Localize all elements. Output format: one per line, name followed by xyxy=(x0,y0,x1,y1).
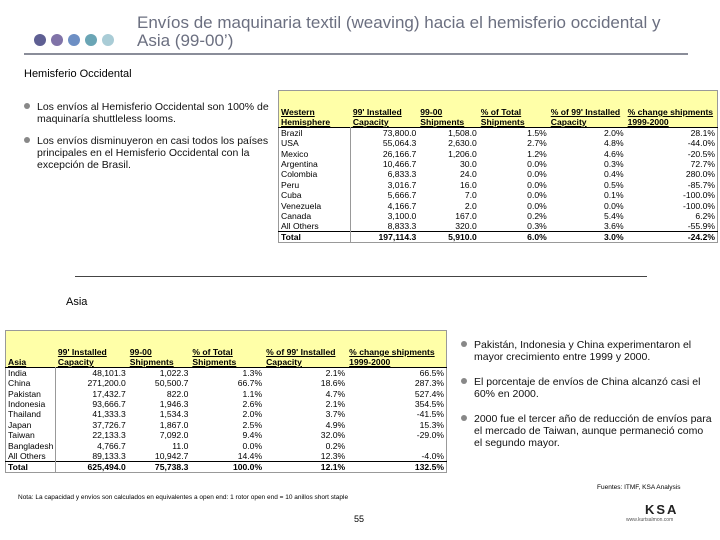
table-cell: 26,166.7 xyxy=(382,148,417,159)
table-cell: Argentina xyxy=(279,159,351,169)
table-cell: -100.0% xyxy=(682,200,715,211)
bullet-icon xyxy=(461,378,467,384)
table-row xyxy=(6,388,447,398)
table-cell: 0.2% xyxy=(325,440,346,451)
table-cell: 0.0% xyxy=(527,190,547,201)
table-cell: -29.0% xyxy=(416,430,444,441)
table-cell: 3,100.0 xyxy=(387,210,417,221)
western-hemisphere-table xyxy=(278,90,718,243)
table-cell: Mexico xyxy=(279,148,351,158)
western-bullet-1: Los envíos al Hemisferio Occidental son 100% de maquinaría shuttleless looms. xyxy=(37,101,272,125)
table-cell: 2.7% xyxy=(527,138,547,149)
ksa-url: www.kurtsalmon.com xyxy=(626,517,674,523)
table-cell: 3,016.7 xyxy=(387,179,417,190)
total-cell: 197,114.3 xyxy=(351,232,418,243)
column-header: 99-00 Shipments xyxy=(128,331,191,368)
dot-5 xyxy=(102,34,114,46)
table-cell: 0.3% xyxy=(604,158,624,169)
table-cell: 2.0 xyxy=(464,200,477,211)
table-cell: -4.0% xyxy=(421,450,444,461)
column-header: 99' Installed Capacity xyxy=(351,91,418,128)
table-cell: 30.0 xyxy=(460,158,477,169)
table-cell: 1.1% xyxy=(242,388,263,399)
table-cell: 3.6% xyxy=(604,221,624,232)
total-cell: 5,910.0 xyxy=(418,232,478,243)
column-header: % change shipments 1999-2000 xyxy=(626,91,718,128)
table-cell: 527.4% xyxy=(414,388,444,399)
total-cell: Total xyxy=(279,232,351,243)
title-divider xyxy=(24,53,688,55)
table-row xyxy=(6,399,447,409)
table-cell: 2.1% xyxy=(264,368,347,379)
table-cell: 2,630.0 xyxy=(448,138,477,149)
table-row xyxy=(6,440,447,450)
column-header: % of 99' Installed Capacity xyxy=(264,331,347,368)
total-cell: -24.2% xyxy=(626,232,718,243)
table-cell: 66.5% xyxy=(347,368,446,379)
total-row xyxy=(6,461,447,472)
table-cell: 7.0 xyxy=(464,190,477,201)
table-cell: 4.9% xyxy=(325,419,346,430)
table-cell: 2.0% xyxy=(549,128,626,139)
table-cell: 10,466.7 xyxy=(382,158,417,169)
table-cell: 1,946.3 xyxy=(159,398,189,409)
asia-bullet-3: 2000 fue el tercer año de reducción de envíos para el mercado de Taiwan, aunque permaneció como el segundo mayor. xyxy=(474,413,714,449)
table-cell: 320.0 xyxy=(455,221,477,232)
total-cell: 3.0% xyxy=(549,232,626,243)
table-cell: 37,726.7 xyxy=(92,419,126,430)
table-row xyxy=(279,128,718,139)
section-divider xyxy=(75,276,647,277)
table-row xyxy=(279,200,718,210)
table-cell: Indonesia xyxy=(6,399,56,409)
table-cell: Taiwan xyxy=(6,430,56,440)
table-cell: -41.5% xyxy=(416,409,444,420)
asia-bullet-1: Pakistán, Indonesia y China experimentaron el mayor crecimiento entre 1999 y 2000. xyxy=(474,339,714,363)
column-header: 99' Installed Capacity xyxy=(56,331,128,368)
table-cell: 28.1% xyxy=(626,128,718,139)
table-row xyxy=(6,378,447,388)
ksa-logo: KSA xyxy=(645,502,679,517)
table-cell: 0.1% xyxy=(604,190,624,201)
table-cell: 4,766.7 xyxy=(97,440,126,451)
column-header: Western Hemisphere xyxy=(279,91,351,128)
table-cell: 17,432.7 xyxy=(92,388,126,399)
table-cell: 4,166.7 xyxy=(387,200,417,211)
table-cell: 0.0% xyxy=(527,158,547,169)
total-cell: 75,738.3 xyxy=(128,461,191,472)
table-cell: Peru xyxy=(279,180,351,190)
table-cell: 4.7% xyxy=(325,388,346,399)
column-header: Asia xyxy=(6,331,56,368)
table-cell: 11.0 xyxy=(172,440,189,451)
table-cell: 93,666.7 xyxy=(92,398,126,409)
table-cell: 1,534.3 xyxy=(159,409,189,420)
table-cell: Colombia xyxy=(279,169,351,179)
source-note: Fuentes: ITMF, KSA Analysis xyxy=(597,484,681,491)
table-row xyxy=(6,430,447,440)
header-row xyxy=(279,91,718,128)
table-cell: 89,133.3 xyxy=(92,450,126,461)
table-cell: 0.3% xyxy=(527,221,547,232)
table-cell: 15.3% xyxy=(419,419,444,430)
table-cell: 0.4% xyxy=(604,169,624,180)
table-cell: Brazil xyxy=(279,128,351,139)
table-cell: -20.5% xyxy=(687,148,715,159)
table-cell: 72.7% xyxy=(690,158,715,169)
dot-4 xyxy=(85,34,97,46)
table-row xyxy=(6,451,447,462)
table-cell: 1.5% xyxy=(479,128,549,139)
table-cell: 271,200.0 xyxy=(87,378,126,389)
table-cell: 32.0% xyxy=(320,430,346,441)
table-cell: 1,867.0 xyxy=(159,419,189,430)
table-cell: 354.5% xyxy=(414,398,444,409)
table-cell: -100.0% xyxy=(682,190,715,201)
table-cell: 0.0% xyxy=(527,179,547,190)
bullet-icon xyxy=(24,103,30,109)
table-cell: 0.2% xyxy=(527,210,547,221)
table-cell: 8,833.3 xyxy=(387,221,417,232)
total-cell: 100.0% xyxy=(190,461,264,472)
table-cell: 6,833.3 xyxy=(387,169,417,180)
table-cell: Venezuela xyxy=(279,200,351,210)
table-cell: Canada xyxy=(279,211,351,221)
table-cell: 2.6% xyxy=(242,398,263,409)
dot-1 xyxy=(34,34,46,46)
table-cell: 48,101.3 xyxy=(56,368,128,379)
table-cell: 1.3% xyxy=(190,368,264,379)
table-cell: Bangladesh xyxy=(6,440,56,450)
table-cell: 14.4% xyxy=(237,450,263,461)
header-row xyxy=(6,331,447,368)
total-row xyxy=(279,232,718,243)
bullet-icon xyxy=(24,137,30,143)
table-cell: 24.0 xyxy=(460,169,477,180)
table-cell: 2.0% xyxy=(242,409,263,420)
logo-dots xyxy=(34,34,114,46)
table-cell: 5,666.7 xyxy=(387,190,417,201)
table-cell: 0.0% xyxy=(604,200,624,211)
table-cell: 3.7% xyxy=(325,409,346,420)
table-cell: 2.1% xyxy=(325,398,346,409)
table-cell: Thailand xyxy=(6,409,56,419)
table-cell: Cuba xyxy=(279,190,351,200)
table-cell xyxy=(347,440,446,450)
table-cell: 287.3% xyxy=(414,378,444,389)
table-cell: 16.0 xyxy=(460,179,477,190)
table-cell: 12.3% xyxy=(320,450,346,461)
asia-bullet-2: El porcentaje de envíos de China alcanzó casi el 60% en 2000. xyxy=(474,376,714,400)
table-row xyxy=(279,138,718,148)
dot-2 xyxy=(51,34,63,46)
column-header: 99-00 Shipments xyxy=(418,91,478,128)
table-row xyxy=(6,368,447,379)
table-cell: 9.4% xyxy=(242,430,263,441)
dot-3 xyxy=(68,34,80,46)
total-cell: Total xyxy=(6,461,56,472)
total-cell: 6.0% xyxy=(479,232,549,243)
total-cell: 12.1% xyxy=(264,461,347,472)
total-cell: 625,494.0 xyxy=(56,461,128,472)
table-cell: India xyxy=(6,368,56,379)
table-cell: 0.0% xyxy=(242,440,263,451)
table-cell: 1,508.0 xyxy=(418,128,478,139)
column-header: % of 99' Installed Capacity xyxy=(549,91,626,128)
asia-section-title: Asia xyxy=(66,296,88,308)
table-cell: 1.2% xyxy=(527,148,547,159)
table-cell: 1,022.3 xyxy=(128,368,191,379)
table-cell: 55,064.3 xyxy=(382,138,417,149)
table-cell: USA xyxy=(279,138,351,148)
table-cell: Japan xyxy=(6,420,56,430)
table-cell: 22,133.3 xyxy=(92,430,126,441)
table-cell: 822.0 xyxy=(166,388,189,399)
table-row xyxy=(279,221,718,232)
table-row xyxy=(279,190,718,200)
bullet-icon xyxy=(461,341,467,347)
table-cell: 73,800.0 xyxy=(351,128,418,139)
table-cell: 66.7% xyxy=(237,378,263,389)
table-row xyxy=(279,211,718,221)
table-cell: All Others xyxy=(6,451,56,462)
table-cell: 50,500.7 xyxy=(154,378,189,389)
bullet-icon xyxy=(461,415,467,421)
table-cell: China xyxy=(6,378,56,388)
footnote: Nota: La capacidad y envíos son calculados en equivalentes a open end: 1 rotor open end = 10 anillos short staple xyxy=(18,494,349,501)
table-cell: 2.5% xyxy=(242,419,263,430)
table-cell: -55.9% xyxy=(687,221,715,232)
table-cell: 167.0 xyxy=(455,210,477,221)
table-cell: 18.6% xyxy=(320,378,346,389)
table-cell: 7,092.0 xyxy=(159,430,189,441)
table-cell: 0.5% xyxy=(604,179,624,190)
table-cell: -44.0% xyxy=(687,138,715,149)
total-cell: 132.5% xyxy=(347,461,446,472)
asia-table xyxy=(5,330,447,473)
table-row xyxy=(279,180,718,190)
table-cell: 0.0% xyxy=(527,200,547,211)
column-header: % of Total Shipments xyxy=(190,331,264,368)
column-header: % change shipments 1999-2000 xyxy=(347,331,446,368)
table-cell: 1,206.0 xyxy=(448,148,477,159)
table-cell: 0.0% xyxy=(527,169,547,180)
table-cell: All Others xyxy=(279,221,351,232)
table-cell: 41,333.3 xyxy=(92,409,126,420)
table-row xyxy=(279,148,718,158)
page-title: Envíos de maquinaria textil (weaving) hacia el hemisferio occidental y Asia (99-00’) xyxy=(137,13,661,50)
column-header: % of Total Shipments xyxy=(479,91,549,128)
table-cell: 10,942.7 xyxy=(154,450,189,461)
table-row xyxy=(279,169,718,179)
table-row xyxy=(279,159,718,169)
table-cell: 6.2% xyxy=(695,210,715,221)
table-cell: Pakistan xyxy=(6,388,56,398)
table-cell: 280.0% xyxy=(685,169,715,180)
table-row xyxy=(6,409,447,419)
western-section-title: Hemisferio Occidental xyxy=(24,68,132,80)
table-row xyxy=(6,420,447,430)
western-bullet-2: Los envíos disminuyeron en casi todos los países principales en el Hemisferio Occidental con la excepción de Brasil. xyxy=(37,135,272,171)
page-number: 55 xyxy=(354,514,365,524)
table-cell: 5.4% xyxy=(604,210,624,221)
table-cell: 4.8% xyxy=(604,138,624,149)
table-cell: -85.7% xyxy=(687,179,715,190)
table-cell: 4.6% xyxy=(604,148,624,159)
